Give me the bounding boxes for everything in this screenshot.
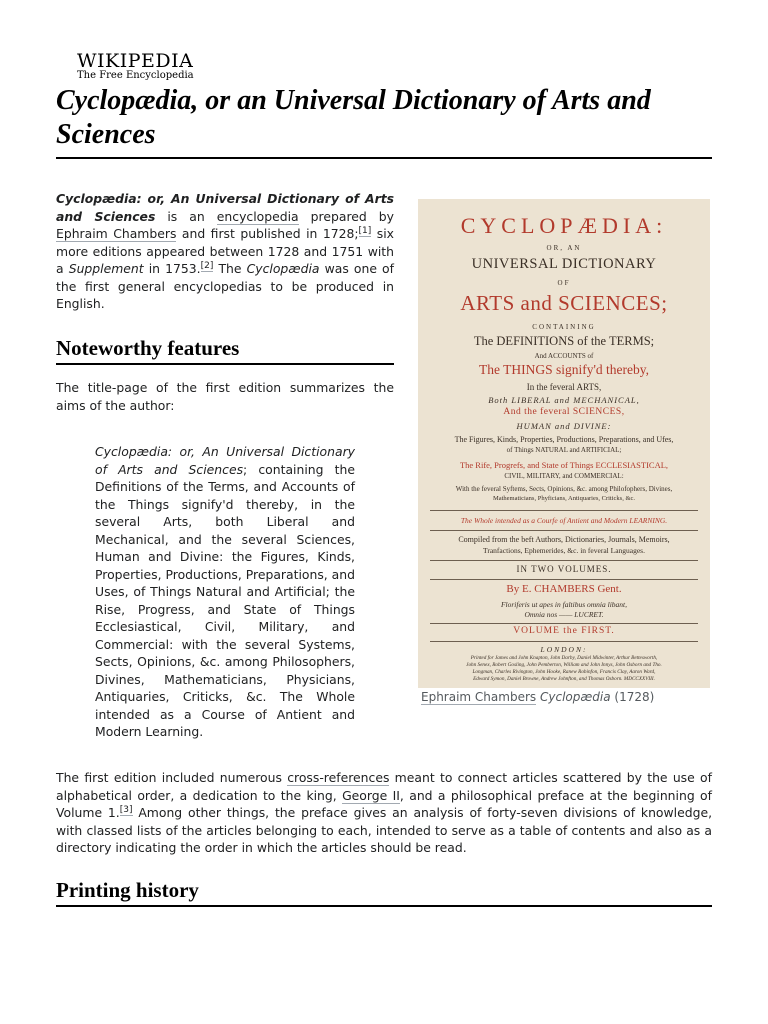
tp-line-10: In the feveral ARTS, [526,382,602,392]
tp-line-5: ARTS and SCIENCES; [460,291,668,315]
tp-line-23: IN TWO VOLUMES. [516,564,612,574]
body-text-2: meant to connect articles scattered by the use of alphabetical order, a dedication to the king, [56,770,712,803]
tp-line-24: By E. CHAMBERS Gent. [506,583,622,595]
caption-chambers-link[interactable]: Ephraim Chambers [421,690,537,704]
first-edition-paragraph [56,769,712,857]
tp-line-1: CYCLOPÆDIA: [460,213,668,238]
tp-rule-5 [430,623,698,624]
title-divider [56,157,712,159]
caption-title: Cyclopædia [539,690,611,704]
tp-rule-3 [430,560,698,561]
tp-line-3: UNIVERSAL DICTIONARY [471,256,657,272]
tp-rule-6 [430,641,698,642]
tp-line-22: Tranfactions, Ephemerides, &c. in feveral Languages. [483,546,645,555]
tp-line-26: Omnia nos —— LUCRET. [524,610,604,619]
tp-line-11: Both LIBERAL and MECHANICAL, [488,395,640,405]
supplement-text: Supplement [68,261,144,276]
tp-line-2: OR, AN [546,244,582,252]
body-text-1: The first edition included numerous [56,770,288,785]
logo-wordmark: WIKIPEDIA [77,50,194,72]
tp-line-13: HUMAN and DIVINE: [516,421,612,431]
tp-line-14: The Figures, Kinds, Properties, Productions, Preparations, and Ufes, [454,435,674,444]
printing-divider [56,905,712,907]
tp-line-16: The Rife, Progrefs, and State of Things ECCLESIASTICAL, [459,460,669,470]
tp-line-25: Floriferis ut apes in faltibus omnia libant, [500,600,628,609]
lead-paragraph [56,190,394,313]
tp-line-17: CIVIL, MILITARY, and COMMERCIAL: [504,472,624,480]
body-text-3: , and a philosophical preface at the beginning of Volume 1. [56,787,712,820]
tp-line-19: Mathematicians, Phyficians, Antiquaries, Criticks, &c. [492,495,636,502]
lead-text-6: The [213,261,247,276]
reference-1-link[interactable]: [1] [358,225,372,236]
tp-rule-2 [430,530,698,531]
cyclopaedia-italic: Cyclopædia [246,261,320,276]
title-page-image[interactable] [418,199,710,688]
tp-rule-4 [430,579,698,580]
heading-noteworthy-features: Noteworthy features [56,336,240,360]
ephraim-chambers-link[interactable]: Ephraim Chambers [56,226,177,241]
lead-text-4: six more editions appeared between 1728 and 1751 with a [56,226,394,276]
tp-line-31: Longman, Charles Rivington, John Hooke, Ranew Robinfon, Francis Clay, Aaron Ward, [472,669,656,675]
quote-rest: ; containing the Definitions of the Terms, and Accounts of the Things signify'd thereby, in the several Arts, both Liberal and Mechanical, and the several Sciences, Human and Divine: the Figures, Kinds, Properties, Productions, Preparations, and Uses, of Things Natural and Artificial; the Rise, Progress, and State of Things Ecclesiastical, Civil, Military, and Commercial: with the several Systems, Sects, Opinions, &c. among Philosophers, Divines, Mathematicians, Physicians, Antiquaries, Criticks, &c. The Whole intended as a Course of Antient and Modern Learning. [95,461,355,739]
noteworthy-divider [56,363,394,365]
george-ii-link[interactable]: George II [342,787,400,803]
lead-text-5: in 1753. [143,261,201,276]
tp-line-28: LONDON: [540,645,588,654]
reference-2-link[interactable]: [2] [200,260,214,271]
figure-caption [421,690,654,704]
tp-line-29: Printed for James and John Knapton, John Darby, Daniel Midwinter, Arthur Bettesworth, [470,655,658,661]
tp-line-7: The DEFINITIONS of the TERMS; [473,334,655,348]
tp-line-6: CONTAINING [532,323,596,331]
tp-line-8: And ACCOUNTS of [534,352,594,360]
tp-line-18: With the feveral Syftems, Sects, Opinions, &c. among Philofophers, Divines, [455,485,673,493]
reference-3-link[interactable]: [3] [119,804,133,815]
lead-bold-title: Cyclopædia: or, An Universal Dictionary of Arts and Sciences [56,191,394,224]
tp-line-4: OF [557,279,571,287]
lead-text-3: and first published in 1728; [176,226,359,241]
tp-line-9: The THINGS signify'd thereby, [478,362,650,377]
lead-text-2: prepared by [298,208,394,224]
heading-printing-history: Printing history [56,878,199,902]
tp-line-20: The Whole intended as a Courfe of Antient and Modern LEARNING. [460,516,668,525]
intro-paragraph: The title-page of the first edition summarizes the aims of the author: [56,380,394,413]
lead-text-1: is an [155,208,217,224]
tp-line-30: John Senex, Robert Gosling, John Pemberton, William and John Innys, John Osborn and Tho. [466,662,662,668]
logo-tagline: The Free Encyclopedia [77,70,194,81]
tp-rule-1 [430,510,698,511]
page-title: Cyclopædia, or an Universal Dictionary of Arts and Sciences [56,85,651,150]
lead-text-7: was one of the first general encyclopedias to be produced in English. [56,261,394,311]
encyclopedia-link[interactable]: encyclopedia [216,208,299,224]
tp-line-27: VOLUME the FIRST. [513,626,615,636]
tp-line-12: And the feveral SCIENCES, [503,407,625,417]
caption-year: (1728) [610,690,655,704]
tp-line-32: Edward Symon, Daniel Browne, Andrew Johnfton, and Thomas Osborn. MDCCXXVIII. [473,676,655,682]
wikipedia-logo[interactable] [77,50,194,81]
body-text-4: Among other things, the preface gives an analysis of forty-seven divisions of knowledge, with classed lists of the articles belonging to each, intended to serve as a table of contents and also as a directory indicating the order in which the articles should be read. [56,805,713,855]
cross-references-link[interactable]: cross-references [287,770,390,785]
tp-line-21: Compiled from the beft Authors, Dictionaries, Journals, Memoirs, [458,535,670,544]
tp-line-15: of Things NATURAL and ARTIFICIAL; [506,446,622,454]
quote-italic: Cyclopædia: or, An Universal Dictionary of Arts and Sciences [95,444,355,477]
title-page-quote [95,443,355,741]
